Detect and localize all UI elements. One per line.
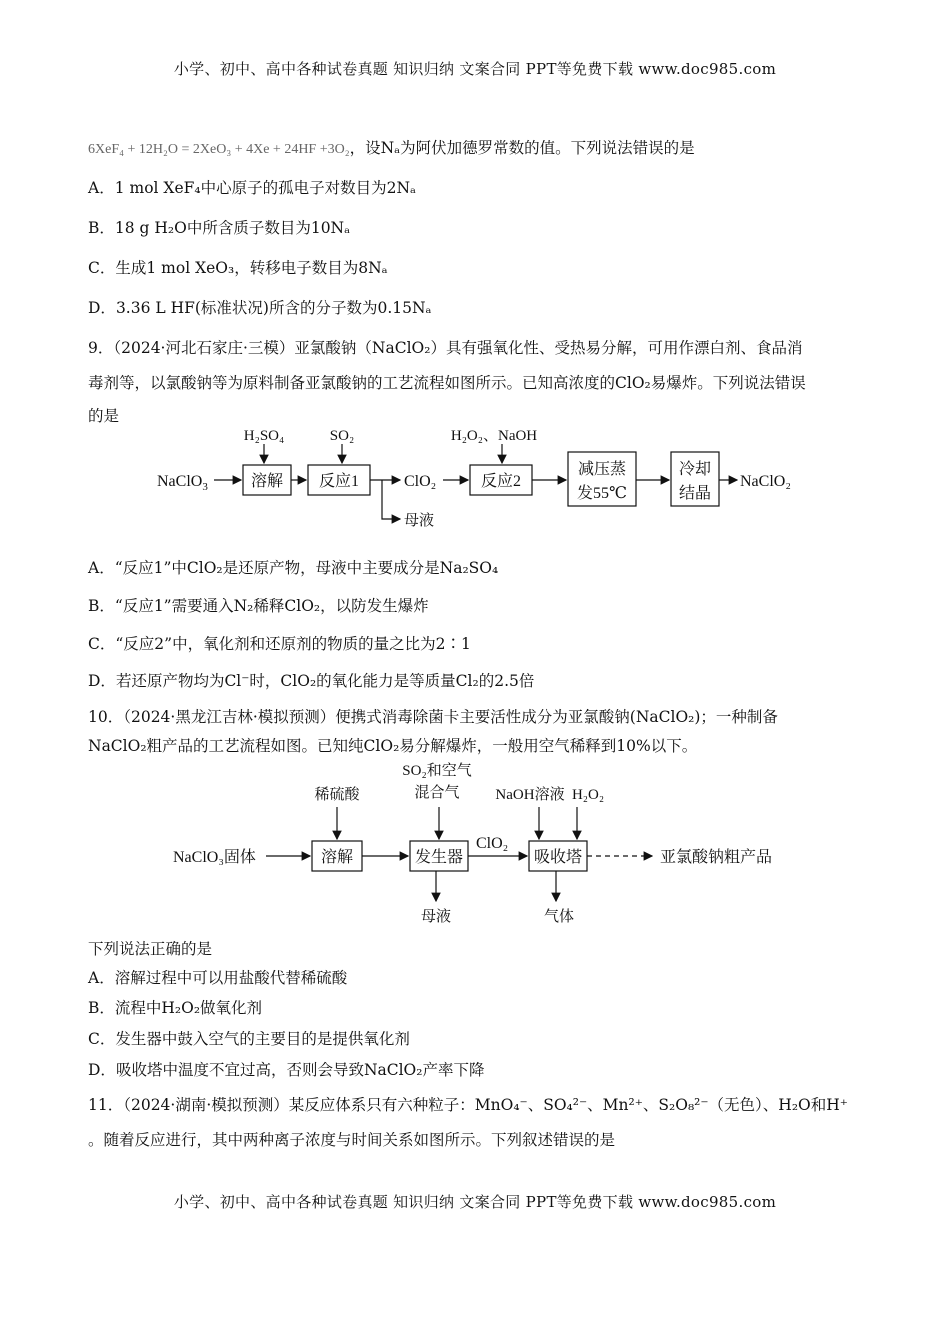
q8-equation: 6XeF₄ + 12H₂O = 2XeO₃ + 4Xe + 24HF +3O₂ bbox=[88, 142, 350, 157]
q9-option-a: A．“反应1”中ClO₂是还原产物，母液中主要成分是Na₂SO₄ bbox=[88, 559, 499, 577]
q9-stem-line-2: 毒剂等，以氯酸钠等为原料制备亚氯酸钠的工艺流程如图所示。已知高浓度的ClO₂易爆炸。下列说法错误 bbox=[88, 374, 806, 392]
q10-side-liquor: 母液 bbox=[420, 909, 452, 925]
q9-end-product: NaClO₂ bbox=[740, 473, 791, 490]
q10-reagent3b: H₂O₂ bbox=[571, 787, 605, 803]
q10-reagent2-line1: SO₂和空气 bbox=[402, 763, 472, 779]
q10-side-gas: 气体 bbox=[543, 909, 575, 925]
q8-stem-text: ，设Nₐ为阿伏加德罗常数的值。下列说法错误的是 bbox=[349, 139, 695, 157]
q9-side-liquor: 母液 bbox=[404, 513, 435, 529]
q10-mid-product: ClO₂ bbox=[476, 835, 509, 852]
q9-option-b: B．“反应1”需要通入N₂稀释ClO₂，以防发生爆炸 bbox=[88, 597, 429, 615]
q10-flow-diagram bbox=[0, 755, 950, 935]
q9-box5-label-2: 结晶 bbox=[678, 485, 712, 502]
page-header: 小学、初中、高中各种试卷真题 知识归纳 文案合同 PPT等免费下载 www.doc985.com bbox=[173, 60, 777, 78]
q11-stem-line-2: 。随着反应进行，其中两种离子浓度与时间关系如图所示。下列叙述错误的是 bbox=[88, 1131, 616, 1149]
q9-box3-label: 反应2 bbox=[480, 473, 522, 490]
q9-reagent2: SO₂ bbox=[329, 428, 355, 444]
q10-option-c: C．发生器中鼓入空气的主要目的是提供氧化剂 bbox=[88, 1030, 410, 1048]
q9-start: NaClO$_3$ bbox=[157, 473, 208, 493]
q9-option-c: C．“反应2”中，氧化剂和还原剂的物质的量之比为2∶1 bbox=[88, 635, 471, 653]
q8-option-b: B．18 g H₂O中所含质子数目为10Nₐ bbox=[88, 219, 351, 237]
q8-option-d: D．3.36 L HF(标准状况)所含的分子数为0.15Nₐ bbox=[88, 299, 432, 317]
q9-box4-label-1: 减压蒸 bbox=[577, 461, 627, 478]
q10-reagent2-line2: 混合气 bbox=[414, 785, 460, 801]
q10-stem-line-2: NaClO₂粗产品的工艺流程如图。已知纯ClO₂易分解爆炸，一般用空气稀释到10%以下。 bbox=[88, 737, 698, 755]
q9-box1-label: 溶解 bbox=[250, 473, 284, 490]
q10-box2-label: 发生器 bbox=[414, 849, 464, 866]
page-footer: 小学、初中、高中各种试卷真题 知识归纳 文案合同 PPT等免费下载 www.doc985.com bbox=[173, 1193, 777, 1211]
q10-reagent1: 稀硫酸 bbox=[314, 787, 360, 803]
q10-stem-line-1: 10．（2024·黑龙江吉林·模拟预测）便携式消毒除菌卡主要活性成分为亚氯酸钠(NaClO₂)；一种制备 bbox=[88, 708, 778, 726]
q10-end-product: 亚氯酸钠粗产品 bbox=[660, 849, 773, 866]
q10-start: NaClO₃固体 bbox=[173, 849, 256, 866]
q9-flow-diagram bbox=[0, 420, 950, 545]
q9-stem-line-3: 的是 bbox=[88, 407, 120, 425]
q10-box3-label: 吸收塔 bbox=[533, 849, 583, 866]
q11-stem-line-1: 11．（2024·湖南·模拟预测）某反应体系只有六种粒子：MnO₄⁻、SO₄²⁻、Mn²⁺、S₂O₈²⁻（无色）、H₂O和H⁺ bbox=[88, 1096, 848, 1114]
q10-box1-label: 溶解 bbox=[320, 849, 354, 866]
q10-reagent3a: NaOH溶液 bbox=[495, 787, 565, 803]
q9-box5-label-1: 冷却 bbox=[678, 461, 712, 478]
q9-box4-label-2: 发55℃ bbox=[577, 485, 627, 502]
q8-stem bbox=[88, 136, 695, 158]
q8-option-c: C．生成1 mol XeO₃，转移电子数目为8Nₐ bbox=[88, 259, 388, 277]
q9-box2-label: 反应1 bbox=[318, 473, 360, 490]
q9-reagent1: H₂SO₄ bbox=[243, 428, 285, 444]
q9-stem-line-1: 9．（2024·河北石家庄·三模）亚氯酸钠（NaClO₂）具有强氧化性、受热易分解，可用作漂白剂、食品消 bbox=[88, 339, 803, 357]
q10-question: 下列说法正确的是 bbox=[88, 940, 213, 958]
q9-option-d: D．若还原产物均为Cl⁻时，ClO₂的氧化能力是等质量Cl₂的2.5倍 bbox=[88, 672, 535, 690]
q9-mid-product: ClO₂ bbox=[404, 473, 437, 490]
q10-option-a: A．溶解过程中可以用盐酸代替稀硫酸 bbox=[88, 969, 348, 987]
q10-option-d: D．吸收塔中温度不宜过高，否则会导致NaClO₂产率下降 bbox=[88, 1061, 485, 1079]
q10-option-b: B．流程中H₂O₂做氧化剂 bbox=[88, 999, 263, 1017]
q9-reagent3: H₂O₂、NaOH bbox=[450, 428, 538, 444]
q8-option-a: A．1 mol XeF₄中心原子的孤电子对数目为2Nₐ bbox=[88, 179, 416, 197]
